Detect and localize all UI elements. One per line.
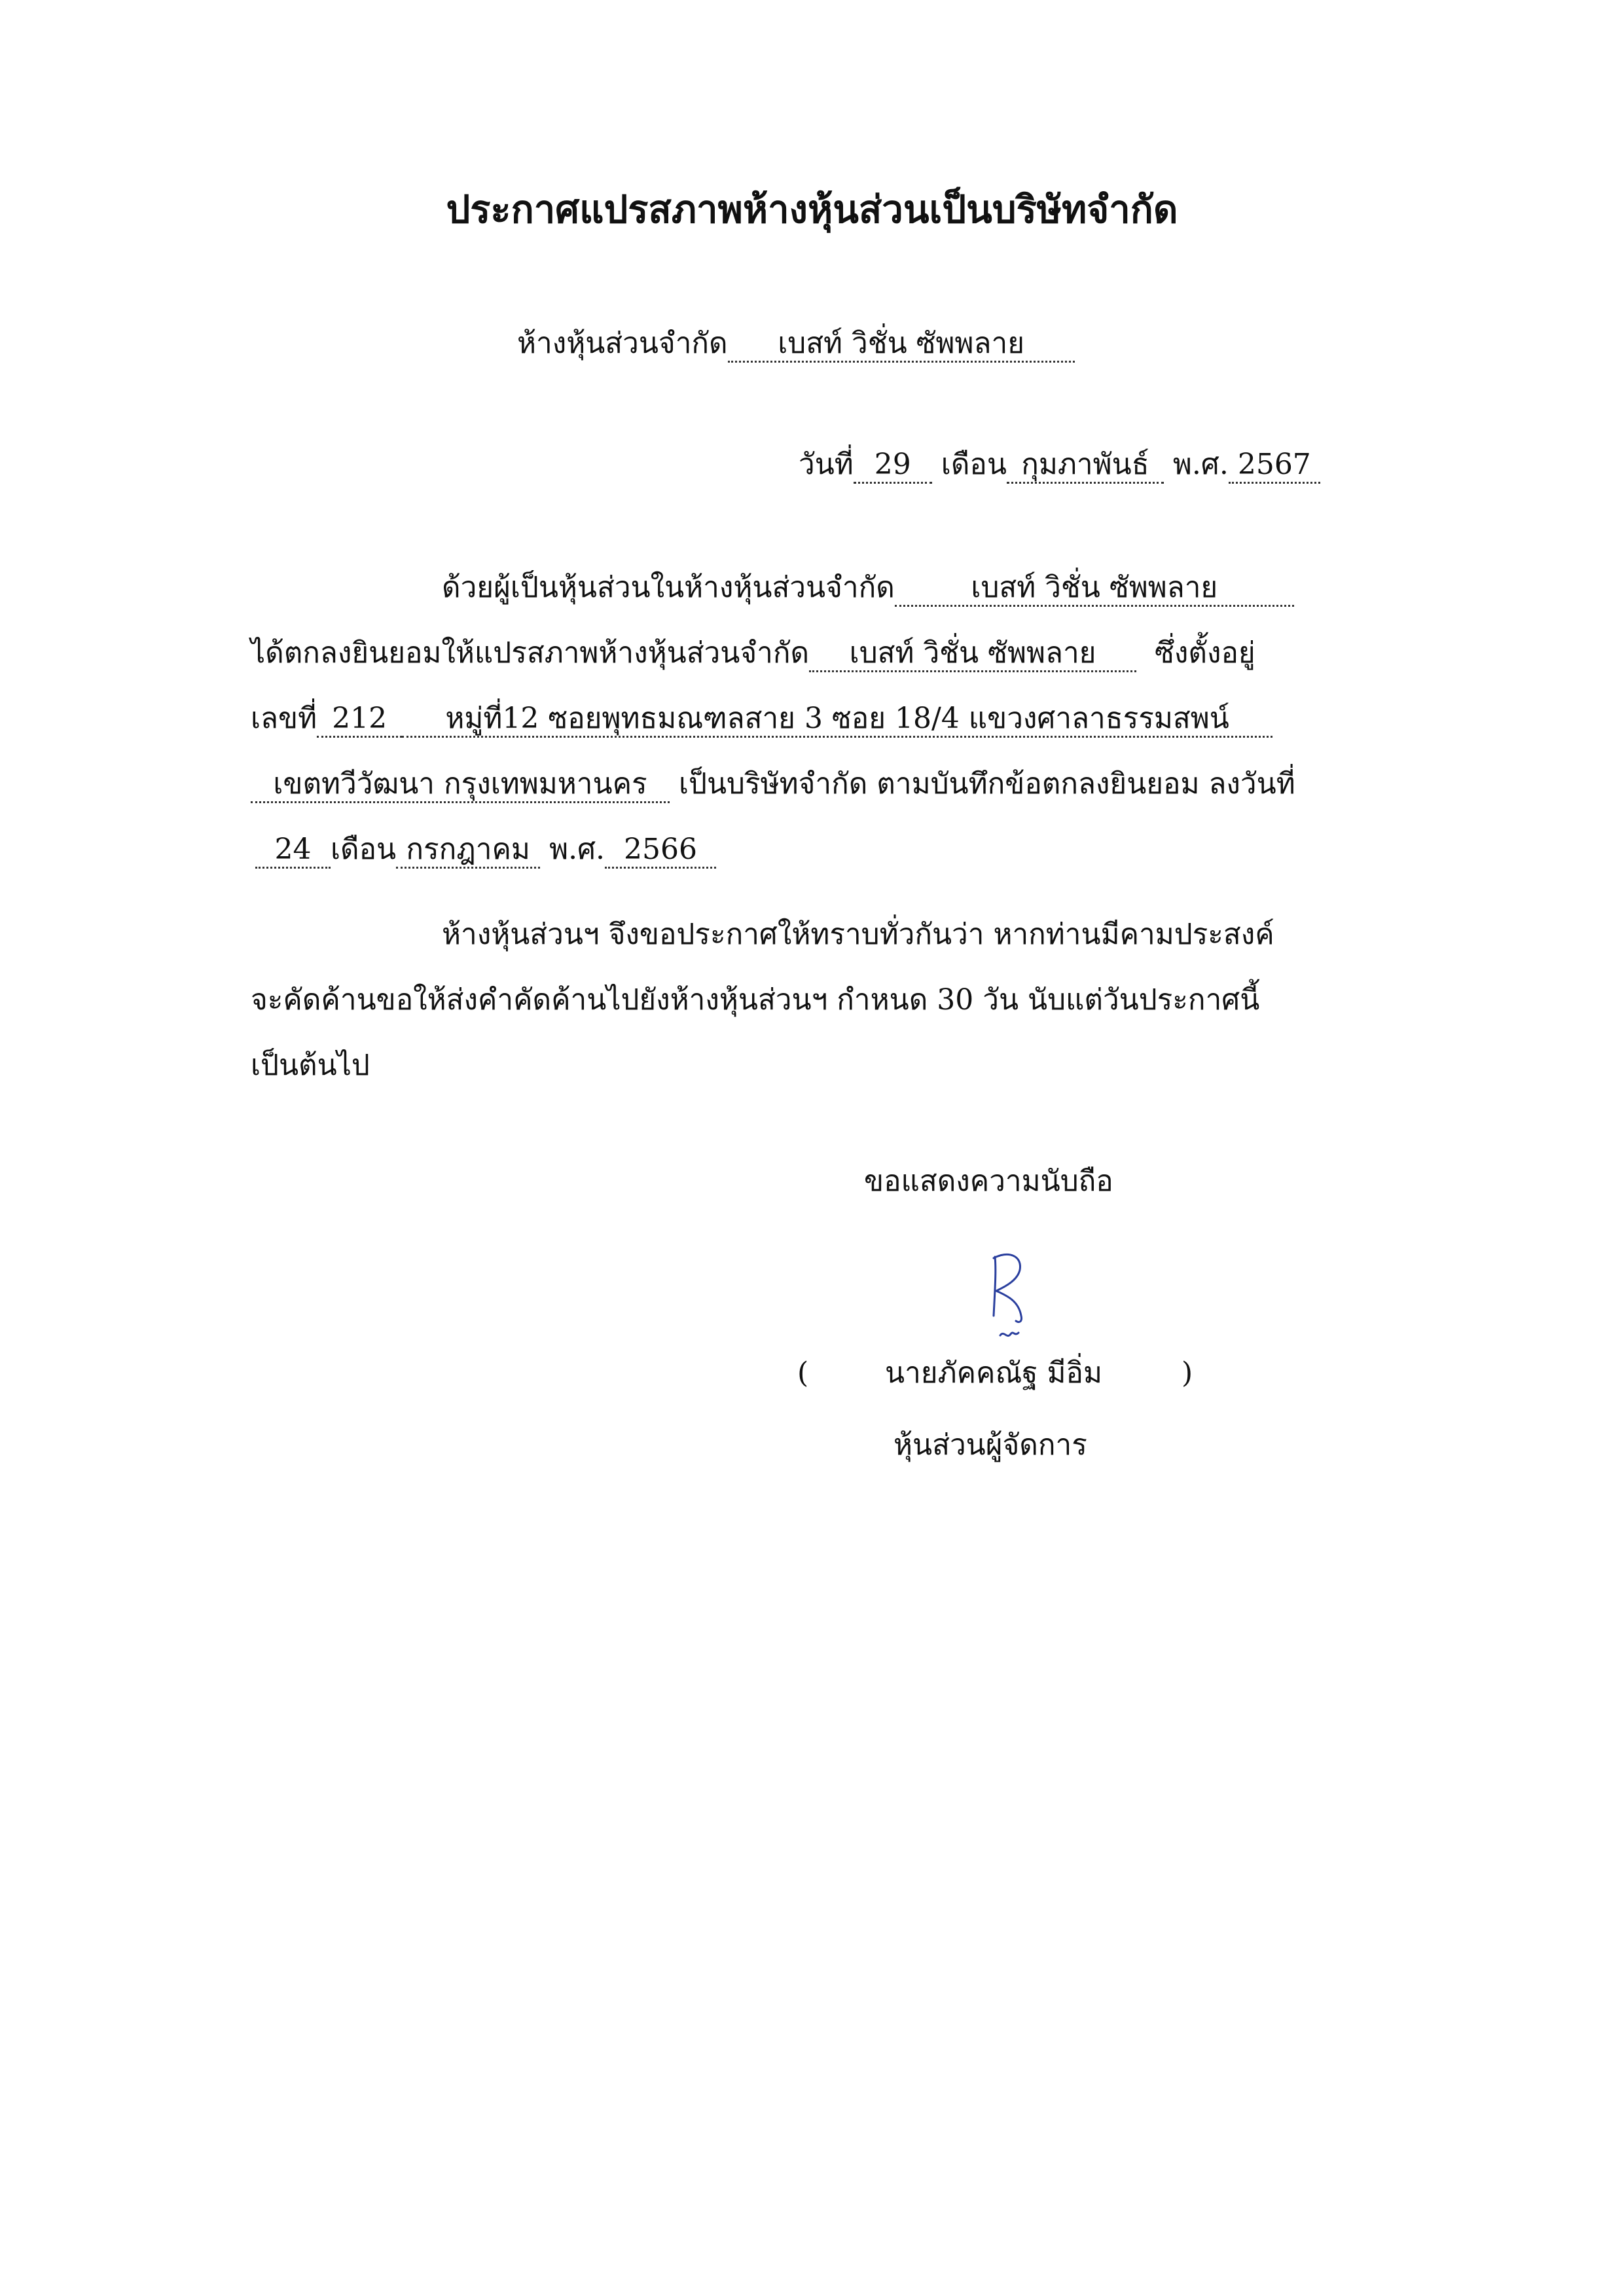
para1-line4 <box>251 765 1295 804</box>
para1-line5 <box>255 830 716 869</box>
para1-line2-tail: ซึ่งตั้งอยู่ <box>1155 636 1255 670</box>
para1-line3 <box>251 699 1272 738</box>
signatory-close-paren: ) <box>1182 1356 1193 1390</box>
address-number: 212 <box>317 702 402 738</box>
agreement-year-label: พ.ศ. <box>549 833 605 866</box>
address-number-label: เลขที่ <box>251 702 317 735</box>
para1-line2-text: ได้ตกลงยินยอมให้แปรสภาพห้างหุ้นส่วนจำกัด <box>251 636 810 670</box>
address-district: เขตทวีวัฒนา กรุงเทพมหานคร <box>251 767 670 803</box>
date-line <box>799 445 1320 484</box>
agreement-day: 24 <box>255 833 331 869</box>
agreement-year: 2566 <box>605 833 716 869</box>
para1-text: ด้วยผู้เป็นหุ้นส่วนในห้างหุ้นส่วนจำกัด <box>442 571 895 604</box>
signature-image <box>982 1244 1067 1342</box>
date-year-label: พ.ศ. <box>1172 448 1229 481</box>
address-detail: หมู่ที่12 ซอยพุทธมณฑลสาย 3 ซอย 18/4 แขวงศาลาธรรมสพน์ <box>402 702 1272 738</box>
signatory-name: นายภัคคณัฐ มีอิ่ม <box>885 1356 1102 1390</box>
date-day-label: วันที่ <box>799 448 854 481</box>
para2-line1: ห้างหุ้นส่วนฯ จึงขอประกาศให้ทราบทั่วกันว่า หากท่านมีคามประสงค์ <box>442 918 1274 951</box>
partnership-name: เบสท์ วิชั่น ซัพพลาย <box>728 327 1075 363</box>
para1-line2 <box>251 634 1255 673</box>
para1-line4-text: เป็นบริษัทจำกัด ตามบันทึกข้อตกลงยินยอม ลงวันที่ <box>679 767 1295 801</box>
signatory-open-paren: ( <box>797 1356 809 1390</box>
para1-line1 <box>442 568 1294 607</box>
para1-company-name: เบสท์ วิชั่น ซัพพลาย <box>895 571 1294 607</box>
partnership-line <box>517 324 1075 363</box>
document-title: ประกาศแปรสภาพห้างหุ้นส่วนเป็นบริษัทจำกัด <box>446 187 1178 232</box>
closing-text: ขอแสดงความนับถือ <box>864 1165 1113 1198</box>
agreement-month: กรกฎาคม <box>396 833 540 869</box>
para2-line2: จะคัดค้านขอให้ส่งคำคัดค้านไปยังห้างหุ้นส่วนฯ กำหนด 30 วัน นับแต่วันประกาศนี้ <box>251 983 1260 1017</box>
date-month-label: เดือน <box>941 448 1007 481</box>
date-day: 29 <box>854 448 932 484</box>
date-month: กุมภาพันธ์ <box>1007 448 1164 484</box>
agreement-month-label: เดือน <box>331 833 397 866</box>
date-year: 2567 <box>1229 448 1320 484</box>
para1-line2-company-name: เบสท์ วิชั่น ซัพพลาย <box>809 636 1136 672</box>
partnership-label: ห้างหุ้นส่วนจำกัด <box>517 327 728 360</box>
para2-line3: เป็นต้นไป <box>251 1049 370 1082</box>
signatory-position: หุ้นส่วนผู้จัดการ <box>893 1428 1087 1462</box>
